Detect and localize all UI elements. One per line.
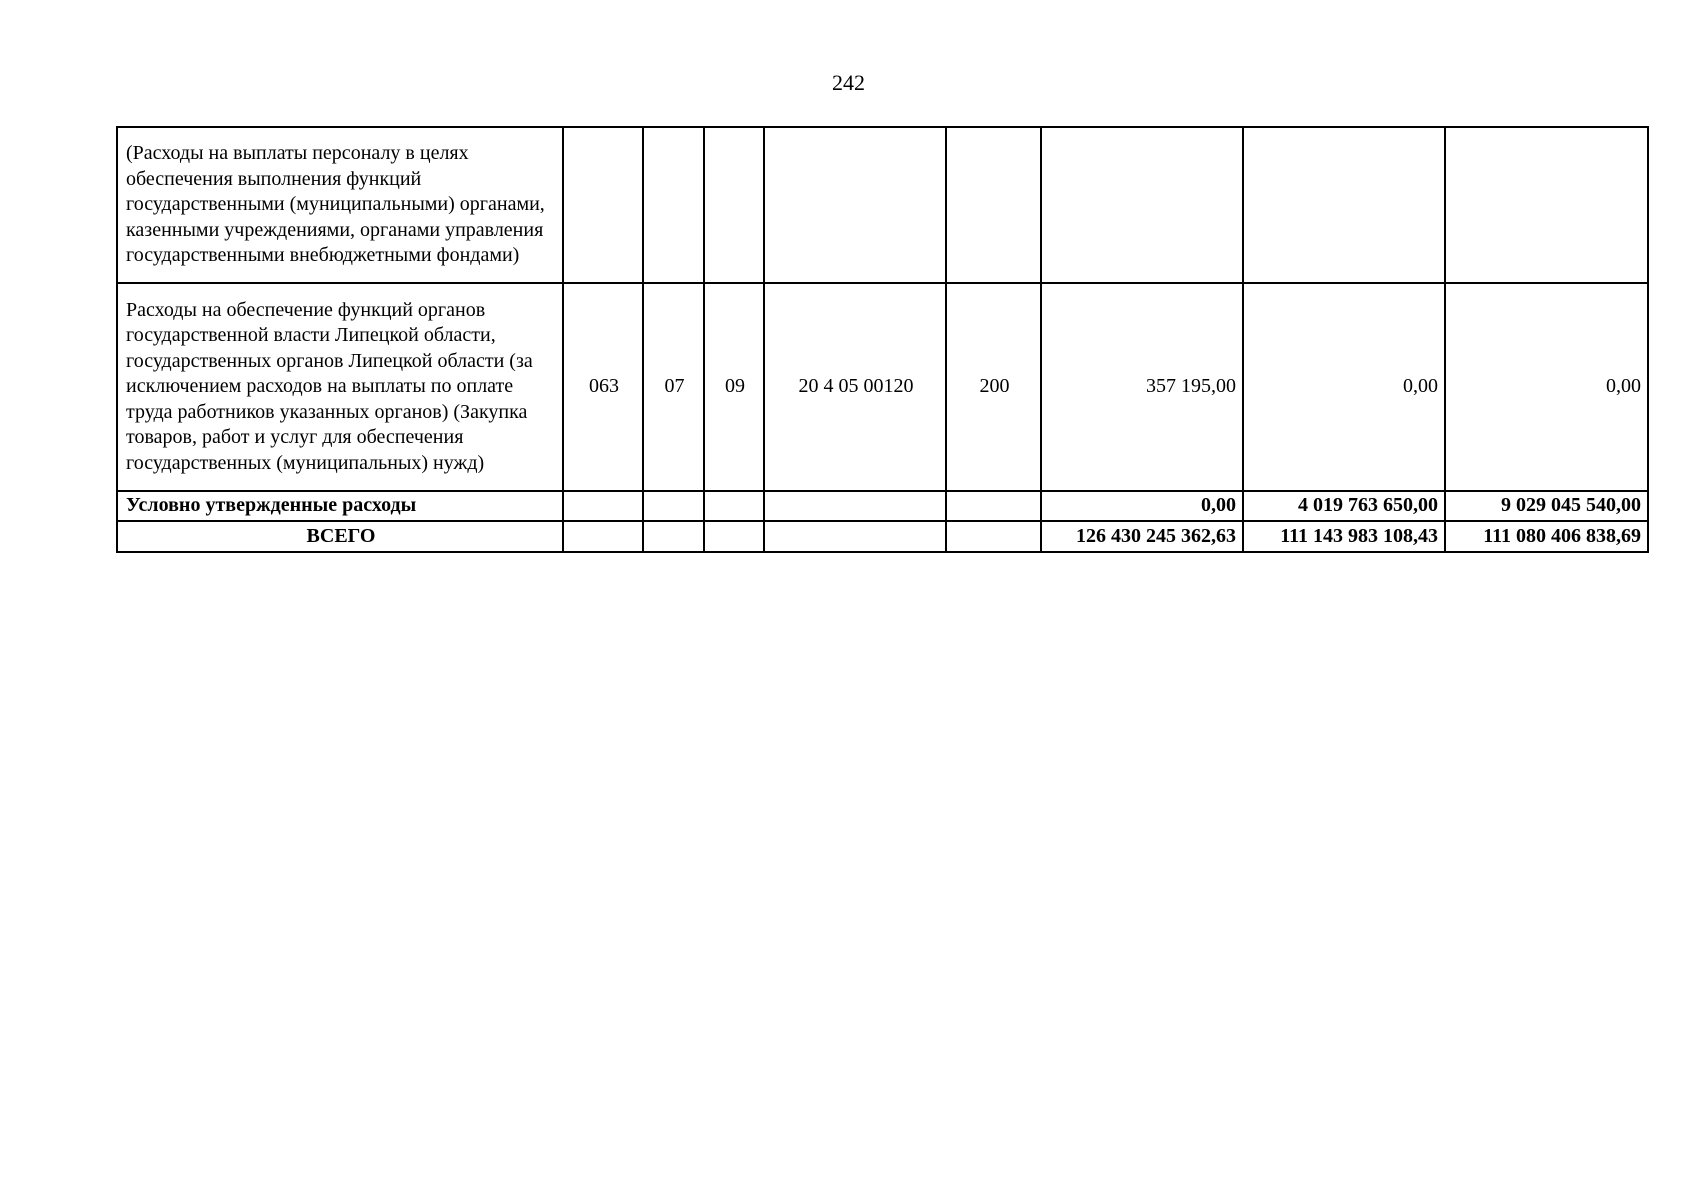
target-article-code	[764, 521, 946, 552]
budget-table	[116, 126, 1649, 553]
amount-year-1	[1041, 127, 1243, 283]
ministry-code	[563, 127, 643, 283]
section-code	[643, 521, 704, 552]
expense-type-code	[946, 127, 1041, 283]
target-article-code	[764, 127, 946, 283]
table-row-total	[117, 521, 1648, 552]
expense-type-code	[946, 491, 1041, 521]
subsection-code	[704, 491, 764, 521]
amount-year-3: 9 029 045 540,00	[1445, 491, 1648, 521]
expense-type-code: 200	[946, 283, 1041, 491]
section-code	[643, 491, 704, 521]
subsection-code	[704, 127, 764, 283]
section-code: 07	[643, 283, 704, 491]
total-label: ВСЕГО	[117, 521, 563, 552]
table-row	[117, 491, 1648, 521]
ministry-code	[563, 521, 643, 552]
amount-year-1: 357 195,00	[1041, 283, 1243, 491]
target-article-code	[764, 491, 946, 521]
amount-year-1: 0,00	[1041, 491, 1243, 521]
total-amount-year-2: 111 143 983 108,43	[1243, 521, 1445, 552]
amount-year-2: 4 019 763 650,00	[1243, 491, 1445, 521]
amount-year-2: 0,00	[1243, 283, 1445, 491]
target-article-code: 20 4 05 00120	[764, 283, 946, 491]
section-code	[643, 127, 704, 283]
amount-year-3	[1445, 127, 1648, 283]
expense-type-code	[946, 521, 1041, 552]
table-row	[117, 127, 1648, 283]
subsection-code	[704, 521, 764, 552]
row-description: Расходы на обеспечение функций органов государственной власти Липецкой области, государственных органов Липецкой области (за исключением расходов на выплаты по оплате труда работников указанных органов) (Закупка товаров, работ и услуг для обеспечения государственных (муниципальных) нужд)	[117, 283, 563, 491]
row-description: (Расходы на выплаты персоналу в целях обеспечения выполнения функций государственными (муниципальными) органами, казенными учреждениями, органами управления государственными внебюджетными фондами)	[117, 127, 563, 283]
table-row	[117, 283, 1648, 491]
amount-year-3: 0,00	[1445, 283, 1648, 491]
page-number: 242	[832, 70, 865, 95]
amount-year-2	[1243, 127, 1445, 283]
total-amount-year-3: 111 080 406 838,69	[1445, 521, 1648, 552]
row-description: Условно утвержденные расходы	[117, 491, 563, 521]
ministry-code	[563, 491, 643, 521]
total-amount-year-1: 126 430 245 362,63	[1041, 521, 1243, 552]
ministry-code: 063	[563, 283, 643, 491]
subsection-code: 09	[704, 283, 764, 491]
